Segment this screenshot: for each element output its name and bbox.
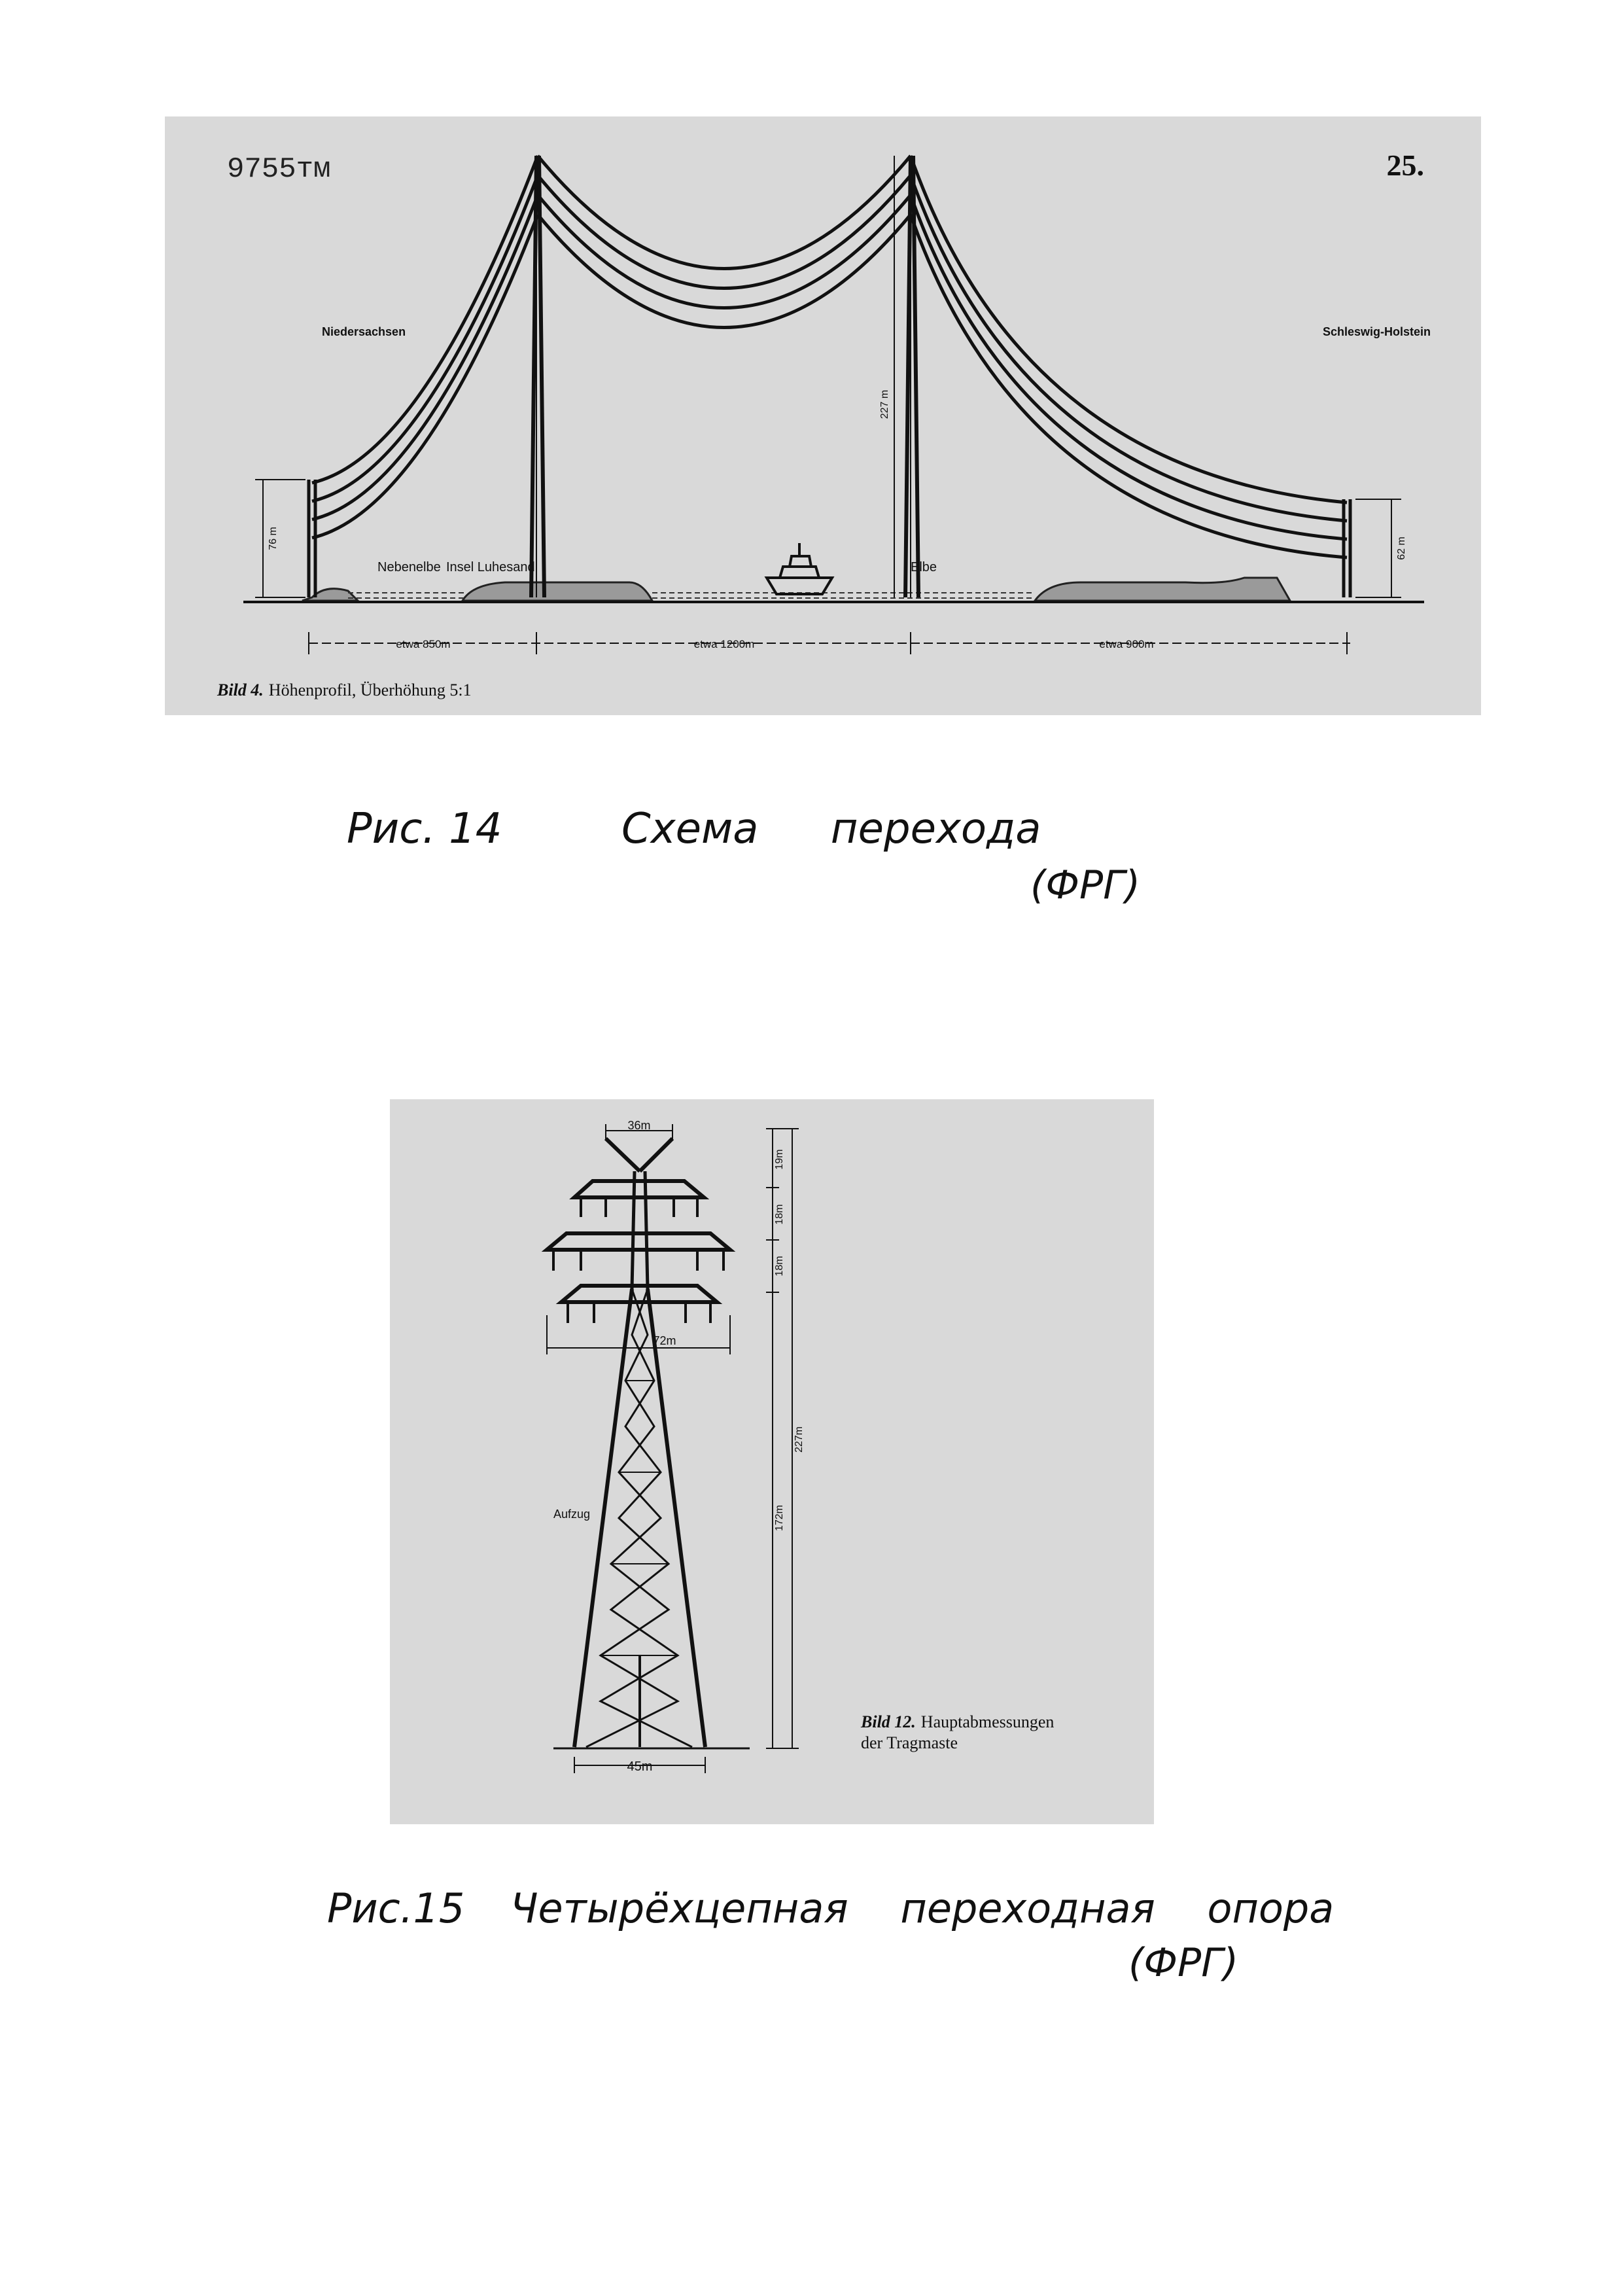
figure15-caption-line2: der Tragmaste [861,1733,958,1752]
conductor-lines [312,156,1347,557]
height-label-right: 62 m [1396,537,1407,560]
label-dim-18m-a: 18m [774,1204,785,1225]
label-total-height: 227m [794,1426,805,1453]
tower-top-earthwire-peaks [606,1139,672,1171]
region-right-label: Schleswig-Holstein [1322,325,1431,338]
mast-right-small [1344,499,1350,597]
span-label-middle: etwa 1200m [693,638,755,650]
label-arm-width: 72m [653,1334,676,1347]
label-base-width: 45m [627,1759,653,1774]
height-label-left: 76 m [268,527,279,550]
height-dimension-left [255,480,305,597]
insulator-strings [553,1197,724,1323]
document-id: 9755тм [227,153,331,186]
label-dim-18m-b: 18m [774,1256,785,1277]
figure-tower-dimensions [390,1099,1154,1824]
figure-crossing-profile [165,116,1481,715]
label-aufzug: Aufzug [553,1508,591,1521]
label-insel-luhesand: Insel Luhesand [446,560,535,574]
region-left-label: Niedersachsen [322,325,406,338]
caption15-source: (ФРГ) [1128,1940,1239,1986]
figure14-caption: Bild 4. Höhenprofil, Überhöhung 5:1 [217,680,472,699]
tower-drawing [390,1099,1154,1824]
figure15-caption-line1: Bild 12. Hauptabmessungen [861,1712,1055,1731]
water-surface [348,593,1035,598]
crossing-profile-drawing [165,116,1481,715]
tower-lattice [574,1171,705,1747]
label-elbe: Elbe [911,560,937,574]
page-number: 25. [1386,149,1424,182]
span-label-right: etwa 900m [1099,638,1154,650]
label-body-height: 172m [774,1504,785,1532]
caption15-title: Четырёхцепная переходная опора [510,1884,1335,1932]
span-dimension-line [309,632,1350,654]
caption14-number: Рис. 14 [347,805,502,853]
ship-icon [767,543,832,594]
caption14-title: Схема перехода [621,805,1041,853]
span-label-left: etwa 850m [396,638,451,650]
ground-profile [302,578,1290,601]
tower-cross-arms [547,1181,730,1302]
caption14-source: (ФРГ) [1030,862,1141,908]
height-dimension-right [1355,499,1401,597]
caption15-number: Рис.15 [327,1884,465,1932]
label-dim-19m: 19m [774,1149,785,1170]
height-label-main: 227 m [879,389,890,419]
dimension-arm-width [547,1315,730,1354]
label-top-width: 36m [627,1119,651,1132]
label-nebenelbe: Nebenelbe [377,560,441,574]
